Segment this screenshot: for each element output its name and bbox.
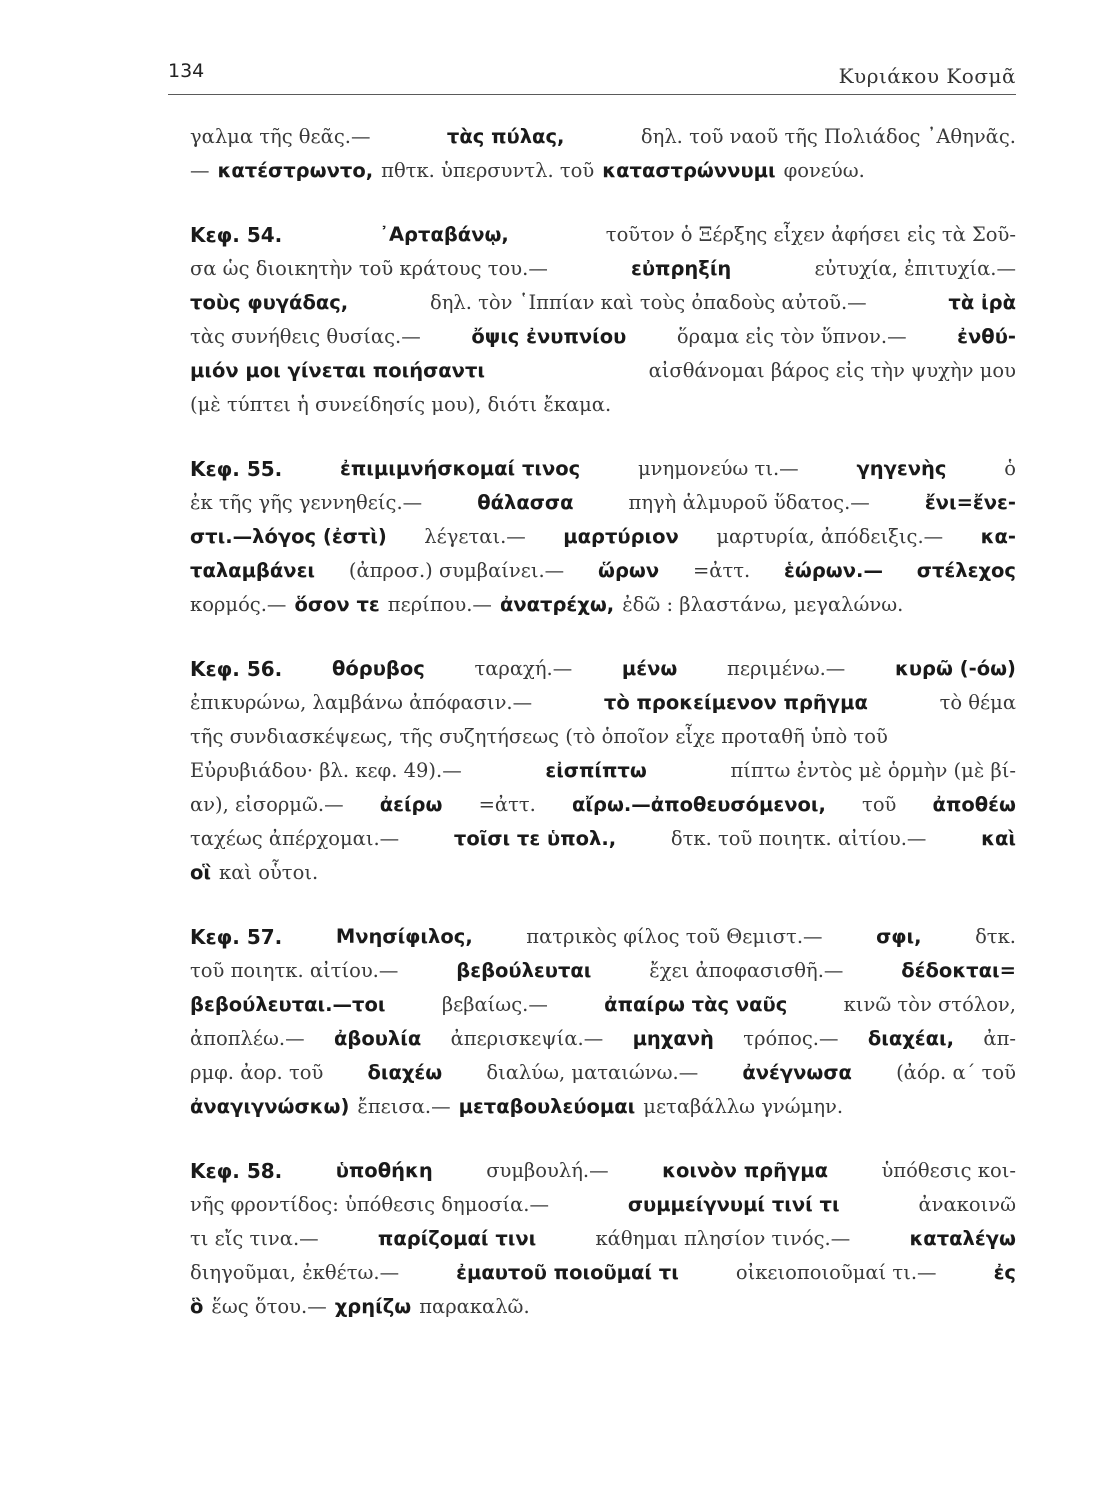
gloss-text: ὅραμα εἰς τὸν ὕπνον.— xyxy=(676,325,907,348)
gloss-text: πίπτω ἐντὸς μὲ ὁρμὴν (μὲ βί- xyxy=(730,759,1016,782)
lemma-term: θόρυβος xyxy=(331,657,425,680)
gloss-text: τοῦ ποιητκ. αἰτίου.— xyxy=(190,959,399,982)
commentary-paragraph xyxy=(190,218,1016,422)
gloss-text: μεταβάλλω γνώμην. xyxy=(643,1095,844,1118)
chapter-heading: Κεφ. 55. xyxy=(190,457,283,481)
gloss-text: φονεύω. xyxy=(783,159,865,182)
lemma-term: δέδοκται= xyxy=(901,959,1016,982)
lemma-term: τὸ προκείμενον πρῆγμα xyxy=(603,691,868,714)
gloss-text: περιμένω.— xyxy=(727,657,846,680)
gloss-text: διηγοῦμαι, ἐκθέτω.— xyxy=(190,1261,400,1284)
chapter-heading: Κεφ. 57. xyxy=(190,925,283,949)
lemma-term: στι.—λόγος (ἐστὶ) xyxy=(190,525,387,548)
gloss-text: πατρικὸς φίλος τοῦ Θεμιστ.— xyxy=(526,925,823,948)
gloss-text: ἀποπλέω.— xyxy=(190,1027,305,1050)
gloss-text: δτκ. xyxy=(975,925,1016,948)
text-line xyxy=(190,1290,1016,1324)
text-line xyxy=(190,354,1016,388)
lemma-term: ἀποθέω xyxy=(932,793,1016,816)
gloss-text: εὐτυχία, ἐπιτυχία.— xyxy=(814,257,1016,280)
gloss-text: μαρτυρία, ἀπόδειξις.— xyxy=(716,525,944,548)
chapter-heading: Κεφ. 58. xyxy=(190,1159,283,1183)
lemma-term: βεβούλευται.—τοι xyxy=(190,993,386,1016)
lemma-term: στέλεχος xyxy=(916,559,1016,582)
gloss-text: τρόπος.— xyxy=(743,1027,839,1050)
lemma-term: ταλαμβάνει xyxy=(190,559,316,582)
commentary-paragraph xyxy=(190,452,1016,622)
text-line xyxy=(190,1222,1016,1256)
lemma-term: Μνησίφιλος, xyxy=(335,925,473,948)
gloss-text: δηλ. τὸν ῾Ιππίαν καὶ τοὺς ὀπαδοὺς αὐτοῦ.— xyxy=(429,291,867,314)
paragraph-gap xyxy=(190,188,1016,218)
text-line xyxy=(190,388,1016,422)
lemma-term: μαρτύριον xyxy=(563,525,679,548)
text-line xyxy=(190,988,1016,1022)
text-line xyxy=(190,856,1016,890)
text-line xyxy=(190,520,1016,554)
running-title: Κυριάκου Κοσμᾶ xyxy=(838,64,1016,88)
lemma-term: καταστρώννυμι xyxy=(602,159,776,182)
lemma-term: διαχέαι, xyxy=(867,1027,955,1050)
lemma-term: ἐμαυτοῦ ποιοῦμαί τι xyxy=(456,1261,679,1284)
lemma-term: τοὺς φυγάδας, xyxy=(190,291,349,314)
text-line xyxy=(190,588,1016,622)
lemma-term: ὄψις ἐνυπνίου xyxy=(471,325,627,348)
text-line xyxy=(190,486,1016,520)
gloss-text: γαλμα τῆς θεᾶς.— xyxy=(190,125,371,148)
gloss-text: =ἀττ. xyxy=(692,559,751,582)
gloss-text: (ἀπροσ.) συμβαίνει.— xyxy=(348,559,565,582)
lemma-term: ἀβουλία xyxy=(333,1027,422,1050)
commentary-paragraph xyxy=(190,920,1016,1124)
gloss-text: ἕως ὅτου.— xyxy=(211,1295,327,1318)
gloss-text: τι εἴς τινα.— xyxy=(190,1227,319,1250)
text-line xyxy=(190,218,1016,252)
text-line xyxy=(190,788,1016,822)
chapter-heading: Κεφ. 56. xyxy=(190,657,283,681)
lemma-term: τὰ ἰρὰ xyxy=(948,291,1016,314)
lemma-term: σφι, xyxy=(876,925,922,948)
text-line xyxy=(190,1022,1016,1056)
lemma-term: καταλέγω xyxy=(909,1227,1016,1250)
lemma-term: ἀνατρέχω, xyxy=(499,593,615,616)
lemma-term: ἀείρω xyxy=(379,793,443,816)
gloss-text: ἔχει ἀποφασισθῆ.— xyxy=(649,959,844,982)
paragraph-gap xyxy=(190,622,1016,652)
lemma-term: ἀναγιγνώσκω) xyxy=(190,1095,350,1118)
paragraph-gap xyxy=(190,1124,1016,1154)
gloss-text: νῆς φροντίδος: ὑπόθεσις δημοσία.— xyxy=(190,1193,549,1216)
commentary-paragraph xyxy=(190,1154,1016,1324)
lemma-term: βεβούλευται xyxy=(456,959,592,982)
gloss-text: =ἀττ. xyxy=(478,793,536,816)
text-line xyxy=(190,1056,1016,1090)
running-header xyxy=(168,54,1016,95)
gloss-text: ἀπερισκεψία.— xyxy=(450,1027,604,1050)
gloss-text: ταχέως ἀπέρχομαι.— xyxy=(190,827,400,850)
gloss-text: τοῦτον ὁ Ξέρξης εἶχεν ἀφήσει εἰς τὰ Σοῦ- xyxy=(605,223,1016,246)
gloss-text: τὸ θέμα xyxy=(939,691,1016,714)
lemma-term: εὐπρηξίη xyxy=(631,257,732,280)
lemma-term: ἑώρων.— xyxy=(784,559,883,582)
lemma-term: καὶ xyxy=(981,827,1016,850)
lemma-term: ᾿Αρταβάνῳ, xyxy=(379,223,509,246)
gloss-text: κινῶ τὸν στόλον, xyxy=(843,993,1016,1016)
gloss-text: πθτκ. ὑπερσυντλ. τοῦ xyxy=(381,159,595,182)
text-line xyxy=(190,1154,1016,1188)
text-line xyxy=(190,652,1016,686)
gloss-text: αἰσθάνομαι βάρος εἰς τὴν ψυχὴν μου xyxy=(648,359,1016,382)
gloss-text: (μὲ τύπτει ἡ συνείδησίς μου), διότι ἔκαμα. xyxy=(190,393,612,416)
lemma-term: ἐπιμιμνήσκομαί τινος xyxy=(340,457,581,480)
lemma-term: εἰσπίπτω xyxy=(545,759,647,782)
text-line xyxy=(190,286,1016,320)
commentary-body xyxy=(190,120,1016,1324)
gloss-text: περίπου.— xyxy=(387,593,492,616)
lemma-term: ἀπαίρω τὰς ναῦς xyxy=(604,993,788,1016)
gloss-text: ὑπόθεσις κοι- xyxy=(881,1159,1016,1182)
lemma-term: ἐνθύ- xyxy=(957,325,1016,348)
gloss-text: οἰκειοποιοῦμαί τι.— xyxy=(735,1261,937,1284)
gloss-text: ὁ xyxy=(1004,457,1016,480)
gloss-text: ταραχή.— xyxy=(474,657,573,680)
text-line xyxy=(190,320,1016,354)
text-line xyxy=(190,154,1016,188)
text-line xyxy=(190,1090,1016,1124)
lemma-term: ἔνι=ἔνε- xyxy=(924,491,1016,514)
lemma-term: κα- xyxy=(980,525,1016,548)
gloss-text: συμβουλή.— xyxy=(486,1159,609,1182)
text-line xyxy=(190,954,1016,988)
lemma-term: συμμείγνυμί τινί τι xyxy=(627,1193,840,1216)
text-line xyxy=(190,920,1016,954)
text-line xyxy=(190,686,1016,720)
lemma-term: κυρῶ (-όω) xyxy=(894,657,1016,680)
gloss-text: ρμφ. ἀορ. τοῦ xyxy=(190,1061,324,1084)
lemma-term: ὅσον τε xyxy=(294,593,380,616)
gloss-text: ἔπεισα.— xyxy=(357,1095,451,1118)
gloss-text: αν), εἰσορμῶ.— xyxy=(190,793,344,816)
gloss-text: ἐπικυρώνω, λαμβάνω ἀπόφασιν.— xyxy=(190,691,533,714)
gloss-text: δτκ. τοῦ ποιητκ. αἰτίου.— xyxy=(670,827,927,850)
gloss-text: ἐδῶ : βλαστάνω, μεγαλώνω. xyxy=(622,593,904,616)
gloss-text: τῆς συνδιασκέψεως, τῆς συζητήσεως (τὸ ὁποῖον εἶχε προταθῆ ὑπὸ τοῦ xyxy=(190,725,888,748)
gloss-text: καὶ οὗτοι. xyxy=(219,861,319,884)
text-line xyxy=(190,1188,1016,1222)
lemma-term: μεταβουλεύομαι xyxy=(458,1095,636,1118)
text-line xyxy=(190,754,1016,788)
commentary-paragraph xyxy=(190,120,1016,188)
page-number: 134 xyxy=(168,60,205,82)
gloss-text: πηγὴ ἁλμυροῦ ὕδατος.— xyxy=(628,491,870,514)
gloss-text: (ἀόρ. α΄ τοῦ xyxy=(896,1061,1016,1084)
text-line xyxy=(190,1256,1016,1290)
gloss-text: ἐκ τῆς γῆς γεννηθείς.— xyxy=(190,491,423,514)
gloss-text: λέγεται.— xyxy=(424,525,526,548)
gloss-text: τὰς συνήθεις θυσίας.— xyxy=(190,325,421,348)
lemma-term: κοινὸν πρῆγμα xyxy=(662,1159,828,1182)
text-line xyxy=(190,120,1016,154)
gloss-text: κορμός.— xyxy=(190,593,287,616)
lemma-term: τὰς πύλας, xyxy=(446,125,565,148)
text-line xyxy=(190,452,1016,486)
paragraph-gap xyxy=(190,422,1016,452)
text-line xyxy=(190,554,1016,588)
chapter-heading: Κεφ. 54. xyxy=(190,223,283,247)
lemma-term: μιόν μοι γίνεται ποιήσαντι xyxy=(190,359,486,382)
lemma-term: μηχανὴ xyxy=(632,1027,714,1050)
lemma-term: ὑποθήκη xyxy=(335,1159,433,1182)
lemma-term: μένω xyxy=(621,657,678,680)
lemma-term: παρίζομαί τινι xyxy=(377,1227,537,1250)
lemma-term: χρηίζω xyxy=(334,1295,412,1318)
lemma-term: αἴρω.—ἀποθευσόμενοι, xyxy=(571,793,826,816)
lemma-term: ὃ xyxy=(190,1295,204,1318)
gloss-text: δηλ. τοῦ ναοῦ τῆς Πολιάδος ᾿Αθηνᾶς. xyxy=(640,125,1016,148)
paragraph-gap xyxy=(190,890,1016,920)
gloss-text: τοῦ xyxy=(862,793,897,816)
lemma-term: τοῖσι τε ὑπολ., xyxy=(453,827,617,850)
commentary-paragraph xyxy=(190,652,1016,890)
gloss-text: Εὐρυβιάδου· βλ. κεφ. 49).— xyxy=(190,759,462,782)
text-line xyxy=(190,252,1016,286)
lemma-term: οἳ xyxy=(190,861,211,884)
gloss-text: ἀπ- xyxy=(983,1027,1016,1050)
text-line xyxy=(190,822,1016,856)
lemma-term: κατέστρωντο, xyxy=(217,159,374,182)
gloss-text: βεβαίως.— xyxy=(441,993,548,1016)
lemma-term: γηγενὴς xyxy=(856,457,947,480)
gloss-text: παρακαλῶ. xyxy=(419,1295,530,1318)
lemma-term: διαχέω xyxy=(367,1061,443,1084)
gloss-text: σα ὡς διοικητὴν τοῦ κράτους του.— xyxy=(190,257,548,280)
gloss-text: διαλύω, ματαιώνω.— xyxy=(486,1061,699,1084)
gloss-text: μνημονεύω τι.— xyxy=(638,457,799,480)
lemma-term: θάλασσα xyxy=(477,491,574,514)
lemma-term: ἐς xyxy=(993,1261,1016,1284)
gloss-text: — xyxy=(190,159,210,182)
gloss-text: ἀνακοινῶ xyxy=(918,1193,1016,1216)
gloss-text: κάθημαι πλησίον τινός.— xyxy=(595,1227,851,1250)
text-line xyxy=(190,720,1016,754)
lemma-term: ἀνέγνωσα xyxy=(742,1061,852,1084)
lemma-term: ὥρων xyxy=(598,559,660,582)
